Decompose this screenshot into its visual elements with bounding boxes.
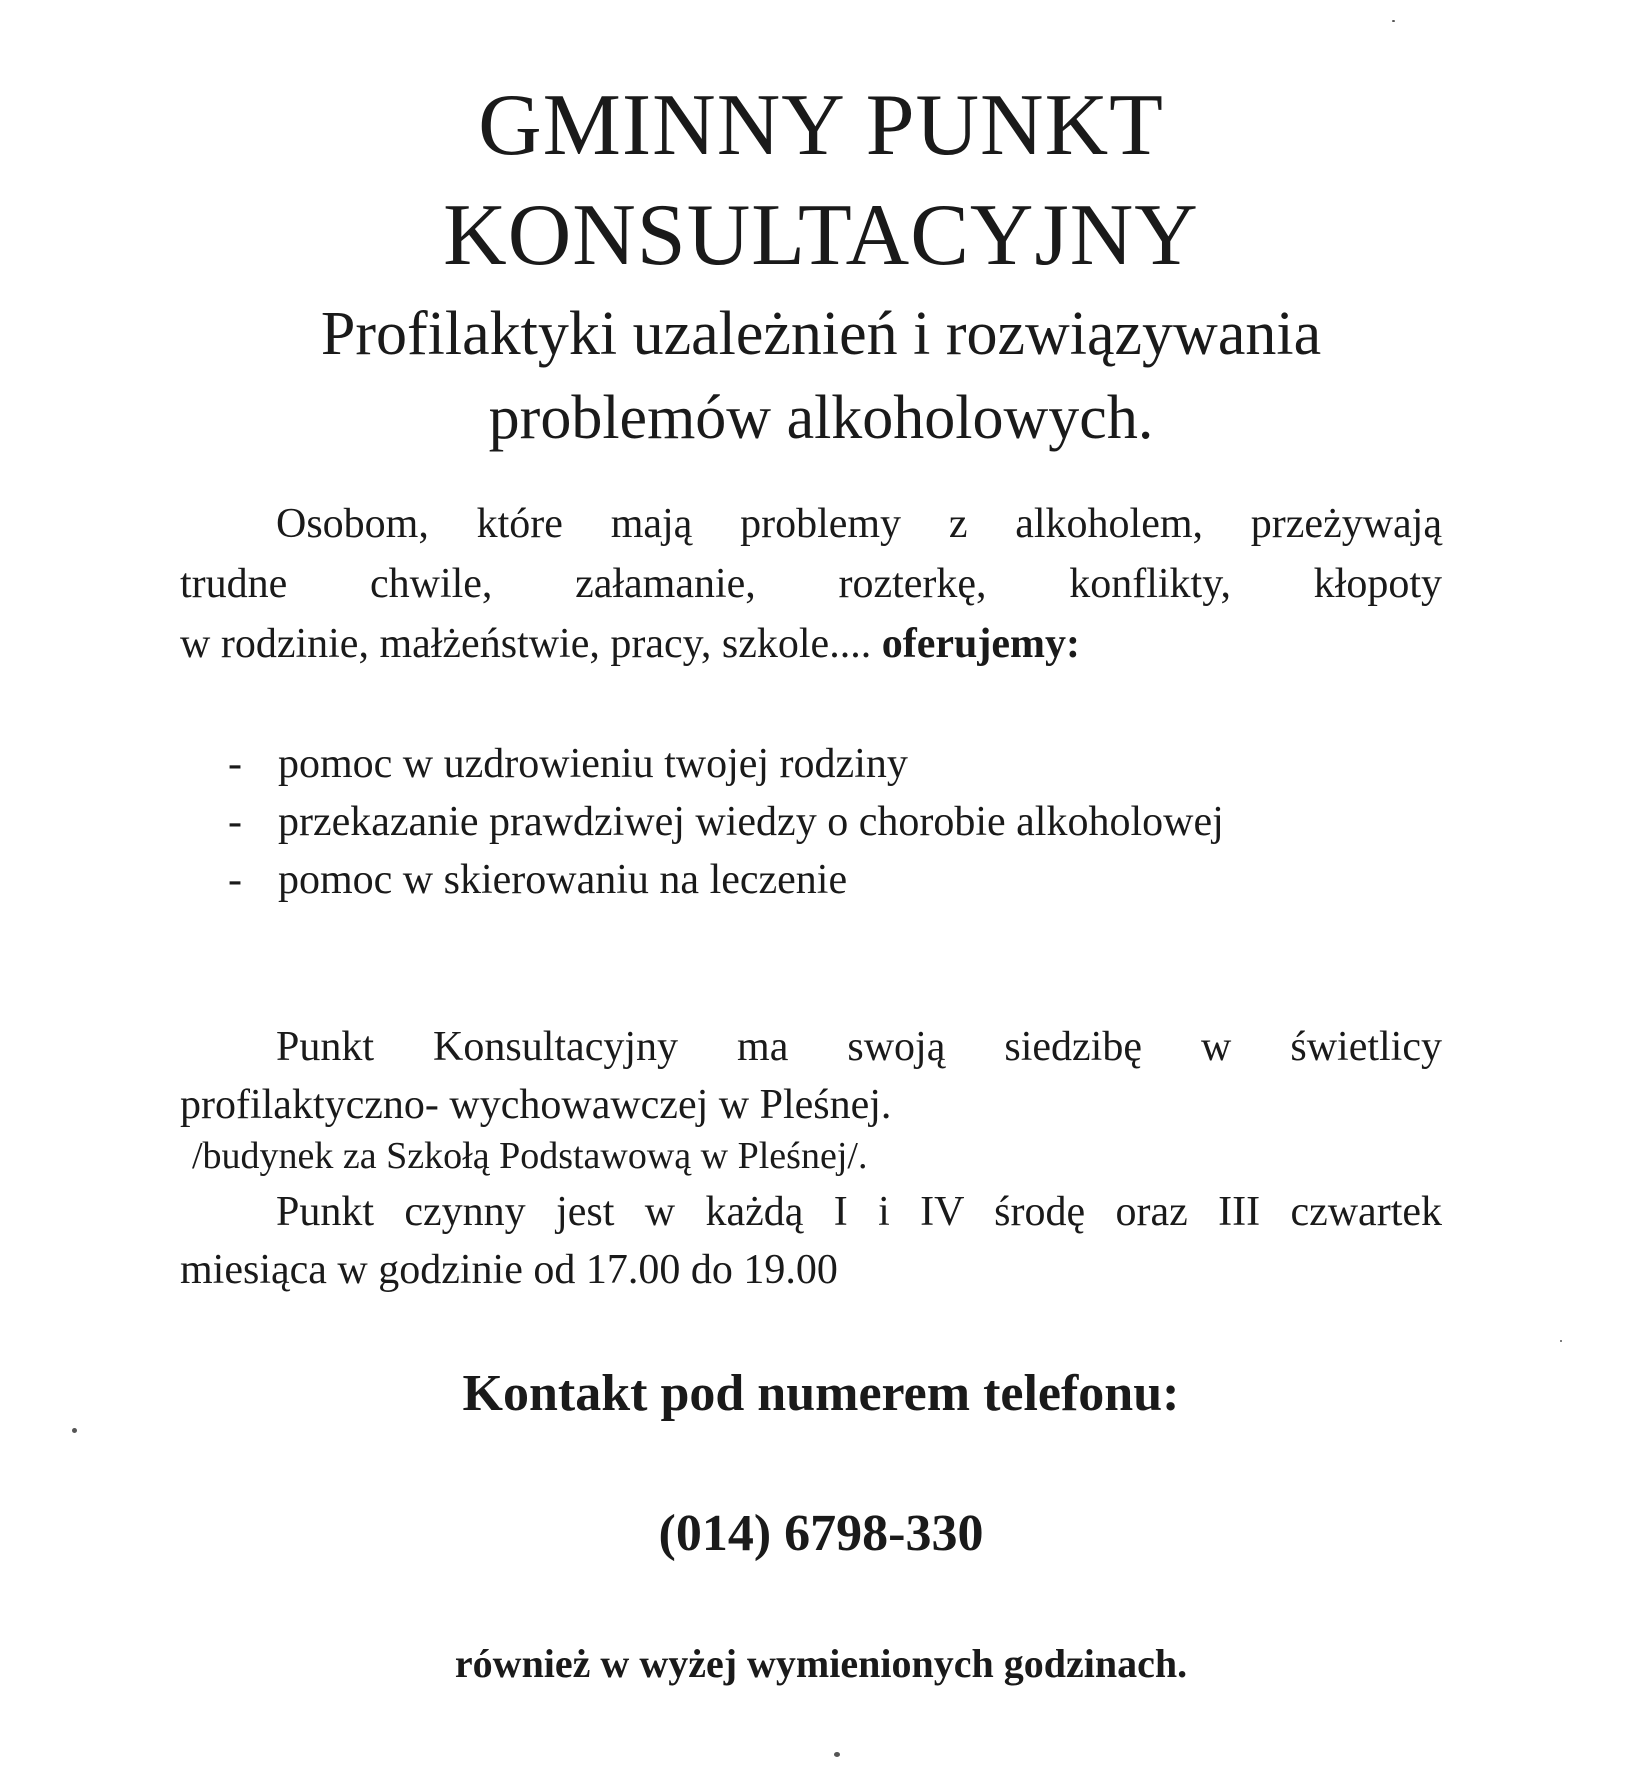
list-item [228,851,1224,909]
subtitle-line-2: problemów alkoholowych. [488,384,1154,452]
intro-line-1: Osobom, które mają problemy z alkoholem, przeżywają [276,501,1442,547]
scan-speck [1560,1340,1562,1342]
list-item [228,793,1224,851]
location-line-3: /budynek za Szkołą Podstawową w Pleśnej/. [192,1135,868,1177]
title-line-2: KONSULTACYJNY [443,187,1199,284]
subtitle-line-1: Profilaktyki uzależnień i rozwiązywania [320,300,1322,368]
list-item-text: pomoc w skierowaniu na leczenie [278,857,848,903]
intro-line-3 [180,615,1442,673]
phone-number: (014) 6798-330 [658,1505,984,1562]
intro-line-2: trudne chwile, załamanie, rozterkę, konflikty, kłopoty [180,561,1442,607]
intro-line-3-text: w rodzinie, małżeństwie, pracy, szkole.... [180,621,872,667]
list-dash: - [228,857,242,903]
scan-speck [834,1752,840,1757]
list-dash: - [228,799,242,845]
list-dash: - [228,741,242,787]
contact-note: również w wyżej wymienionych godzinach. [454,1641,1188,1686]
scan-speck [72,1428,77,1433]
location-line-1: Punkt Konsultacyjny ma swoją siedzibę w świetlicy [276,1024,1442,1070]
list-item-text: pomoc w uzdrowieniu twojej rodziny [278,741,908,787]
hours-line-2: miesiąca w godzinie od 17.00 do 19.00 [180,1247,838,1293]
intro-offer-label: oferujemy: [881,621,1080,667]
offer-list [228,735,1224,909]
list-item [228,735,1224,793]
list-item-text: przekazanie prawdziwej wiedzy o chorobie alkoholowej [278,799,1224,845]
contact-heading: Kontakt pod numerem telefonu: [462,1365,1180,1422]
title-line-1: GMINNY PUNKT [478,77,1164,174]
scan-speck [1392,20,1395,22]
hours-line-1: Punkt czynny jest w każdą I i IV środę oraz III czwartek [276,1189,1442,1235]
location-line-2: profilaktyczno- wychowawczej w Pleśnej. [180,1082,892,1128]
